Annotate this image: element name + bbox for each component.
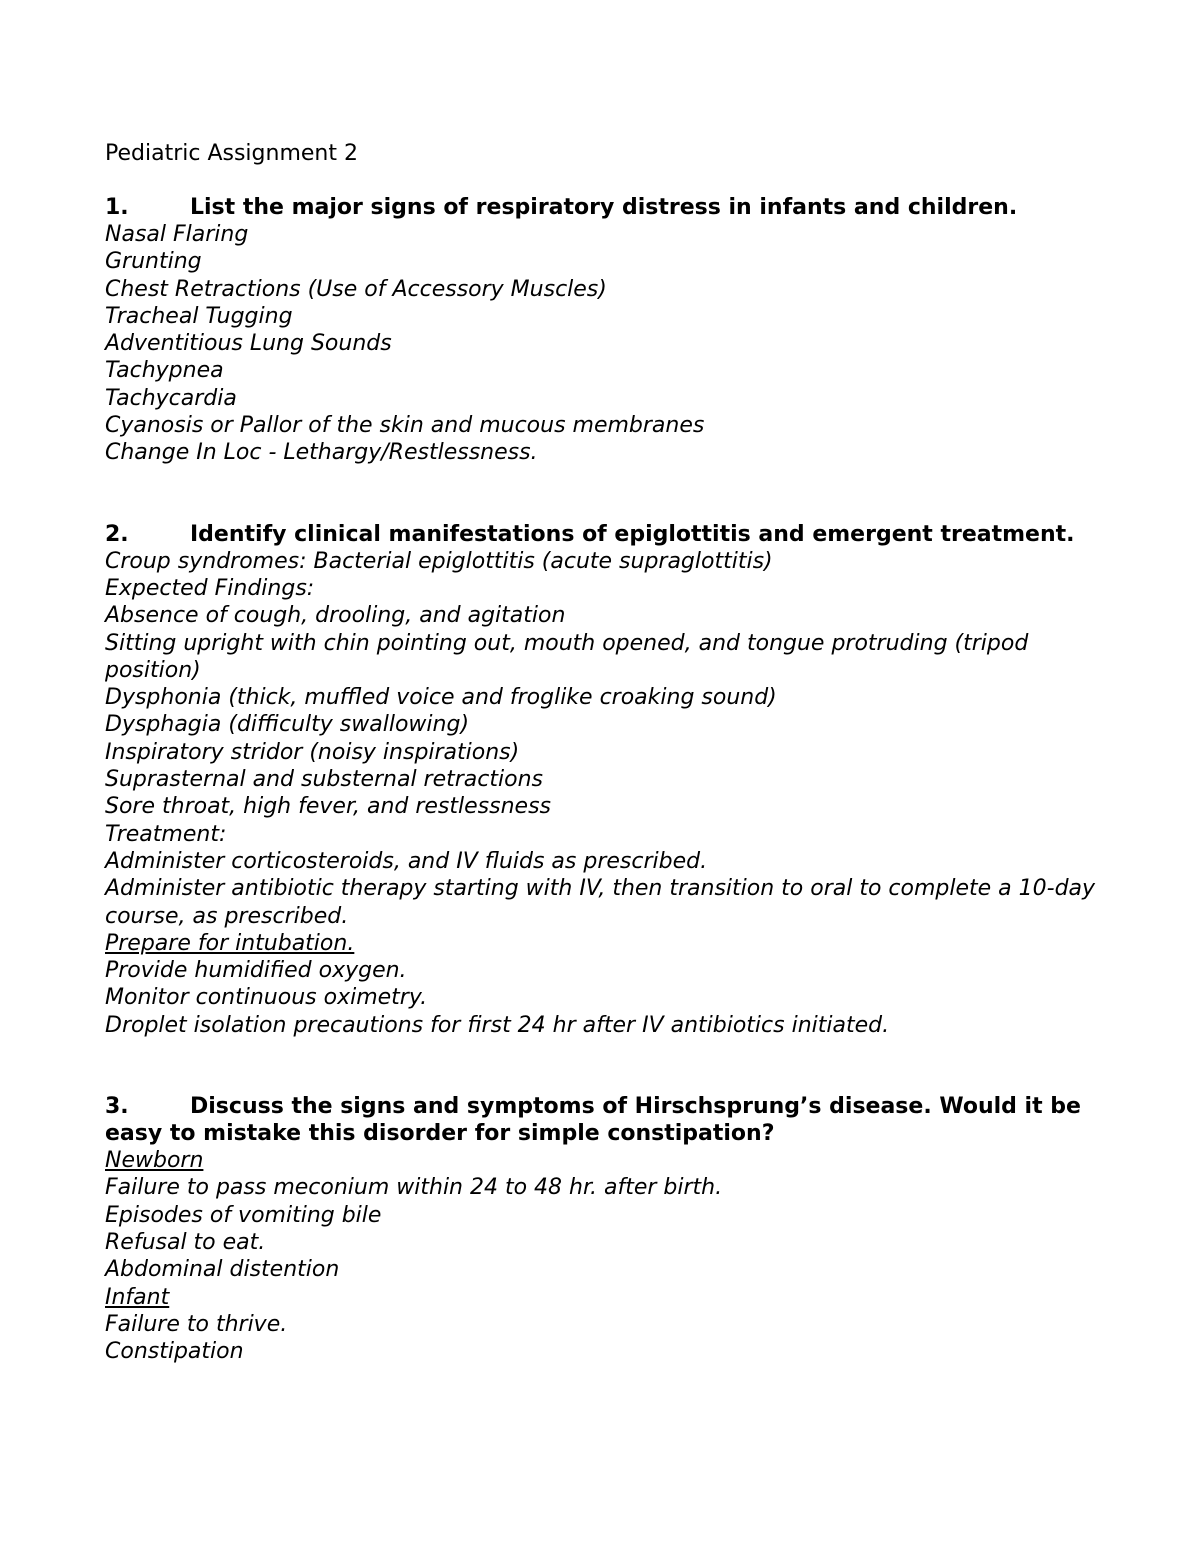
answer-line bbox=[105, 1147, 1105, 1174]
question-2 bbox=[105, 521, 1105, 548]
answer-line bbox=[105, 303, 1105, 330]
section-spacer bbox=[105, 1039, 1105, 1093]
answer-line bbox=[105, 276, 1105, 303]
answer-line bbox=[105, 630, 1105, 685]
question-1 bbox=[105, 194, 1105, 221]
answer-text: Cyanosis or Pallor of the skin and mucous membranes bbox=[105, 413, 705, 439]
question-number: 2. bbox=[105, 521, 129, 547]
answer-line bbox=[105, 357, 1105, 384]
question-text: Discuss the signs and symptoms of Hirschsprung’s disease. Would it be easy to mistake this disorder for simple constipation? bbox=[105, 1094, 1081, 1147]
answer-text: Failure to pass meconium within 24 to 48 hr. after birth. bbox=[105, 1175, 723, 1201]
answer-text: Adventitious Lung Sounds bbox=[105, 331, 392, 357]
question-3 bbox=[105, 1093, 1105, 1147]
answer-line bbox=[105, 1229, 1105, 1256]
answer-text: Droplet isolation precautions for first 24 hr after IV antibiotics initiated. bbox=[105, 1012, 890, 1038]
answer-line bbox=[105, 575, 1105, 602]
answer-text: Infant bbox=[105, 1284, 170, 1310]
question-number: 1. bbox=[105, 195, 129, 220]
answer-text: Dysphagia (difficulty swallowing) bbox=[105, 712, 470, 738]
answer-text: Treatment: bbox=[105, 821, 227, 847]
answer-line bbox=[105, 766, 1105, 793]
answer-line bbox=[105, 1311, 1105, 1338]
answer-line bbox=[105, 1202, 1105, 1229]
answer-text: Constipation bbox=[105, 1339, 244, 1365]
answer-line bbox=[105, 439, 1105, 466]
answer-text: Prepare for intubation. bbox=[105, 930, 355, 956]
answer-text: Sore throat, high fever, and restlessness bbox=[105, 794, 551, 820]
answer-text: Provide humidified oxygen. bbox=[105, 958, 407, 984]
section-3 bbox=[105, 1093, 1105, 1365]
answer-text: Administer antibiotic therapy starting with IV, then transition to oral to complete a 10-day course, as prescribed. bbox=[105, 876, 1096, 929]
answer-text: Tachypnea bbox=[105, 358, 224, 384]
answer-text: Chest Retractions (Use of Accessory Muscles) bbox=[105, 276, 607, 302]
answer-text: Tachycardia bbox=[105, 385, 237, 411]
answer-line bbox=[105, 1012, 1105, 1039]
answer-line bbox=[105, 875, 1105, 930]
answer-text: Nasal Flaring bbox=[105, 222, 249, 247]
answer-line bbox=[105, 739, 1105, 766]
answer-line bbox=[105, 984, 1105, 1011]
answer-line bbox=[105, 548, 1105, 575]
answer-line bbox=[105, 684, 1105, 711]
answer-text: Dysphonia (thick, muffled voice and froglike croaking sound) bbox=[105, 685, 777, 711]
answer-line bbox=[105, 221, 1105, 248]
answer-text: Refusal to eat. bbox=[105, 1229, 266, 1255]
answer-line bbox=[105, 1338, 1105, 1365]
answer-line bbox=[105, 385, 1105, 412]
section-1 bbox=[105, 194, 1105, 467]
answer-text: Administer corticosteroids, and IV fluids as prescribed. bbox=[105, 848, 708, 874]
answer-line bbox=[105, 1174, 1105, 1201]
answer-list bbox=[105, 548, 1105, 1039]
answer-line bbox=[105, 848, 1105, 875]
answer-text: Failure to thrive. bbox=[105, 1311, 288, 1337]
question-text: List the major signs of respiratory distress in infants and children. bbox=[190, 195, 1018, 220]
answer-text: Sitting upright with chin pointing out, mouth opened, and tongue protruding (tripod position) bbox=[105, 630, 1029, 683]
answer-line bbox=[105, 821, 1105, 848]
answer-line bbox=[105, 711, 1105, 738]
answer-text: Suprasternal and substernal retractions bbox=[105, 767, 543, 793]
answer-line bbox=[105, 602, 1105, 629]
answer-text: Absence of cough, drooling, and agitation bbox=[105, 603, 566, 629]
answer-text: Episodes of vomiting bile bbox=[105, 1202, 382, 1228]
answer-text: Change In Loc - Lethargy/Restlessness. bbox=[105, 440, 538, 466]
answer-line bbox=[105, 412, 1105, 439]
answer-text: Monitor continuous oximetry. bbox=[105, 985, 428, 1011]
section-spacer bbox=[105, 467, 1105, 521]
answer-text: Expected Findings: bbox=[105, 575, 315, 601]
answer-line bbox=[105, 1256, 1105, 1283]
question-number: 3. bbox=[105, 1094, 129, 1120]
answer-text: Grunting bbox=[105, 249, 202, 275]
section-2 bbox=[105, 521, 1105, 1039]
answer-list bbox=[105, 221, 1105, 467]
answer-line bbox=[105, 248, 1105, 275]
answer-line bbox=[105, 1284, 1105, 1311]
answer-line bbox=[105, 957, 1105, 984]
answer-list bbox=[105, 1147, 1105, 1365]
answer-text: Newborn bbox=[105, 1148, 204, 1174]
answer-line bbox=[105, 793, 1105, 820]
answer-line bbox=[105, 330, 1105, 357]
answer-text: Inspiratory stridor (noisy inspirations) bbox=[105, 739, 520, 765]
document-page bbox=[105, 140, 1105, 1365]
answer-text: Abdominal distention bbox=[105, 1257, 340, 1283]
answer-line bbox=[105, 930, 1105, 957]
answer-text: Croup syndromes: Bacterial epiglottitis (acute supraglottitis) bbox=[105, 548, 773, 574]
answer-text: Tracheal Tugging bbox=[105, 303, 293, 329]
page-title: Pediatric Assignment 2 bbox=[105, 141, 358, 166]
question-text: Identify clinical manifestations of epiglottitis and emergent treatment. bbox=[190, 521, 1075, 547]
